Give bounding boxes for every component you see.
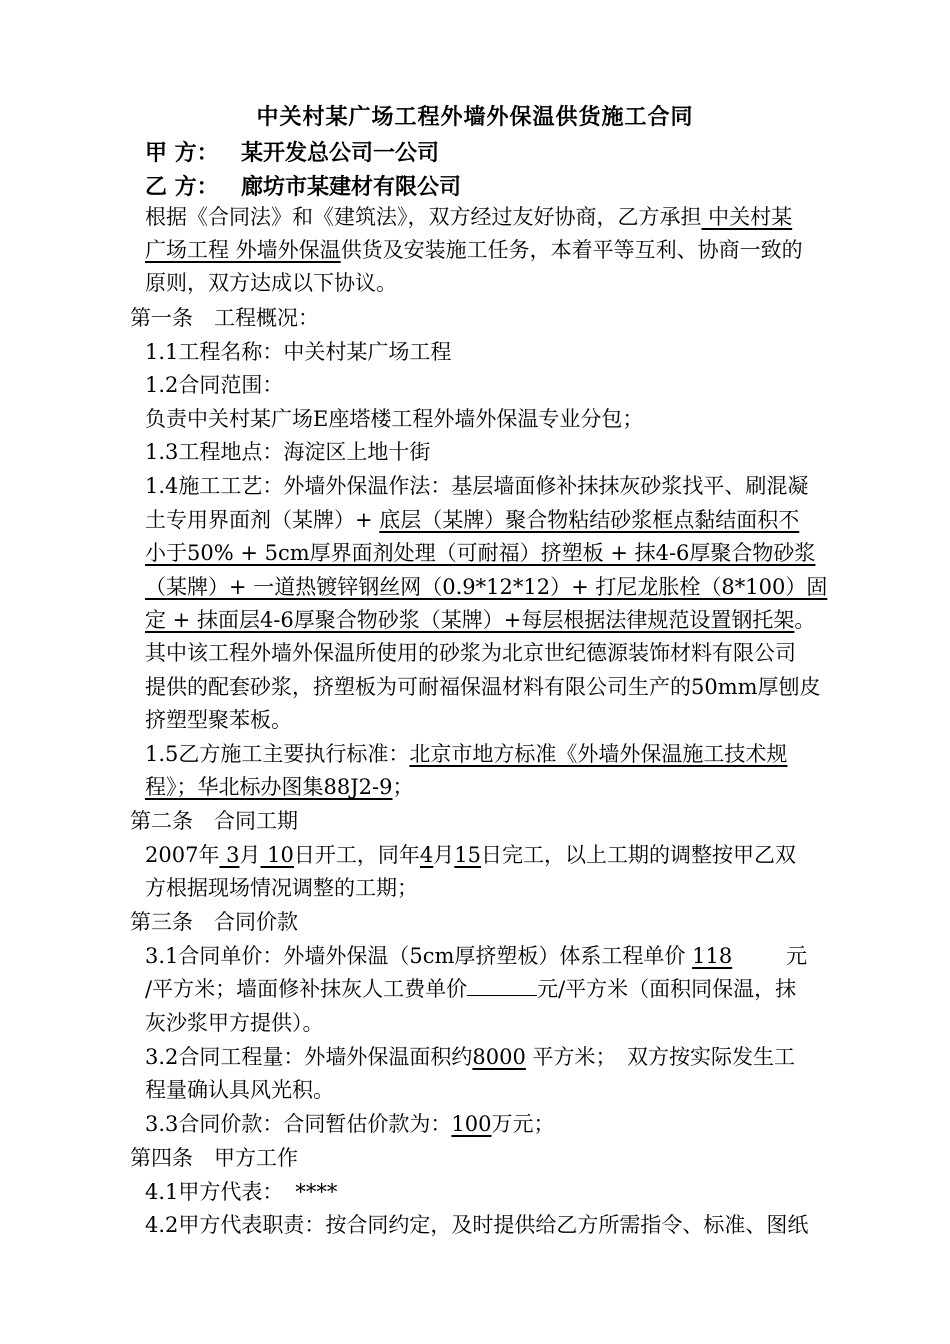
article-4-heading: 第四条 甲方工作 [130,1146,298,1170]
clause-4-2: 4.2甲方代表职责：按合同约定，及时提供给乙方所需指令、标准、图纸 [145,1213,809,1237]
clause-text-underlined: 底层（某牌）聚合物粘结砂浆框点黏结面积不 [379,508,800,532]
clause-text: 月 [433,843,455,867]
intro-text: 供货及安装施工任务，本着平等互利、协商一致的 [340,238,803,262]
clause-text: 3.1合同单价：外墙外保温（5cm厚挤塑板）体系工程单价 [145,944,693,968]
article-3-heading: 第三条 合同价款 [130,910,298,934]
clause-1-4-line-2 [145,503,799,537]
clause-3-1-line-1 [145,939,807,973]
party-b-value: 廊坊市某建材有限公司 [241,174,462,200]
clause-text: 1.5乙方施工主要执行标准： [145,742,410,766]
clause-text: ； [392,775,414,799]
clause-1-5-line-1 [145,737,787,771]
clause-text: 元 [786,944,808,968]
clause-3-2-line-1 [145,1040,795,1074]
party-a-value: 某开发总公司一公司 [241,140,440,166]
clause-3-2-line-2: 程量确认具风光积。 [145,1078,334,1102]
schedule-line-1 [145,838,796,872]
clause-text: 3.3合同价款：合同暂估价款为： [145,1112,452,1136]
party-a-label: 甲 方： [145,140,219,166]
intro-line-1 [145,200,792,234]
intro-line-3: 原则，双方达成以下协议。 [145,271,397,295]
clause-text: 3.2合同工程量：外墙外保温面积约 [145,1045,473,1069]
unit-price: 118 [692,944,733,968]
article-1-heading: 第一条 工程概况： [130,306,319,330]
clause-1-3: 1.3工程地点：海淀区上地十街 [145,440,431,464]
project-scope-underlined: 广场工程 外墙外保温 [145,238,341,262]
clause-1-4-line-7: 提供的配套砂浆，挤塑板为可耐福保温材料有限公司生产的50mm厚刨皮 [145,675,821,699]
clause-1-4-line-8: 挤塑型聚苯板。 [145,708,292,732]
clause-text: 土专用界面剂（某牌）+ [145,508,380,532]
clause-1-4-line-5 [145,603,815,637]
end-day: 15 [454,843,482,867]
clause-text: 4.1甲方代表： [145,1180,284,1204]
party-a [145,136,439,167]
clause-text: /平方米；墙面修补抹灰人工费单价 [145,977,468,1001]
clause-1-2: 1.2合同范围： [145,373,284,397]
clause-1-4-line-6: 其中该工程外墙外保温所使用的砂浆为北京世纪德源装饰材料有限公司 [145,641,796,665]
clause-1-2-detail: 负责中关村某广场E座塔楼工程外墙外保温专业分包； [145,407,644,431]
end-month: 4 [419,843,434,867]
clause-text: 平方米； 双方按实际发生工 [525,1045,796,1069]
labor-price-blank [467,973,537,996]
standard-name-underlined: 北京市地方标准《外墙外保温施工技术规 [409,742,788,766]
clause-1-4-line-4: （某牌）+ 一道热镀锌钢丝网（0.9*12*12）+ 打尼龙胀栓（8*100）固 [145,575,828,599]
clause-text: 万元； [491,1112,555,1136]
intro-text: 根据《合同法》和《建筑法》，双方经过友好协商，乙方承担 [145,205,702,229]
contract-amount: 100 [451,1112,492,1136]
clause-text: 。 [794,608,816,632]
work-quantity: 8000 [472,1045,526,1069]
clause-1-1: 1.1工程名称：中关村某广场工程 [145,340,452,364]
clause-text: 元/平方米（面积同保温，抹 [537,977,797,1001]
standard-name-underlined: 程》；华北标办图集88J2-9 [145,775,393,799]
project-name-underlined: 中关村某 [701,205,793,229]
clause-4-1 [145,1175,337,1209]
clause-1-4-line-1: 1.4施工工艺：外墙外保温作法：基层墙面修补抹抹灰砂浆找平、刷混凝 [145,474,809,498]
clause-text: 日完工，以上工期的调整按甲乙双 [481,843,797,867]
clause-text: 月 [239,843,261,867]
clause-3-3 [145,1107,555,1141]
schedule-line-2: 方根据现场情况调整的工期； [145,876,418,900]
representative-name: **** [295,1180,338,1204]
party-b [145,170,461,201]
clause-text: 2007年 [145,843,220,867]
party-b-label: 乙 方： [145,174,219,200]
start-day: 10 [260,843,294,867]
document-title: 中关村某广场工程外墙外保温供货施工合同 [256,104,694,130]
intro-line-2 [145,233,803,267]
clause-1-5-line-2 [145,770,413,804]
clause-3-1-line-2 [145,972,796,1006]
start-month: 3 [219,843,240,867]
clause-text-underlined: 定 + 抹面层4-6厚聚合物砂浆（某牌）+每层根据法律规范设置钢托架 [145,608,795,632]
clause-text: 日开工，同年 [293,843,420,867]
clause-3-1-line-3: 灰沙浆甲方提供）。 [145,1011,324,1035]
article-2-heading: 第二条 合同工期 [130,809,298,833]
clause-1-4-line-3: 小于50% + 5cm厚界面剂处理（可耐福）挤塑板 + 抹4-6厚聚合物砂浆 [145,541,816,565]
